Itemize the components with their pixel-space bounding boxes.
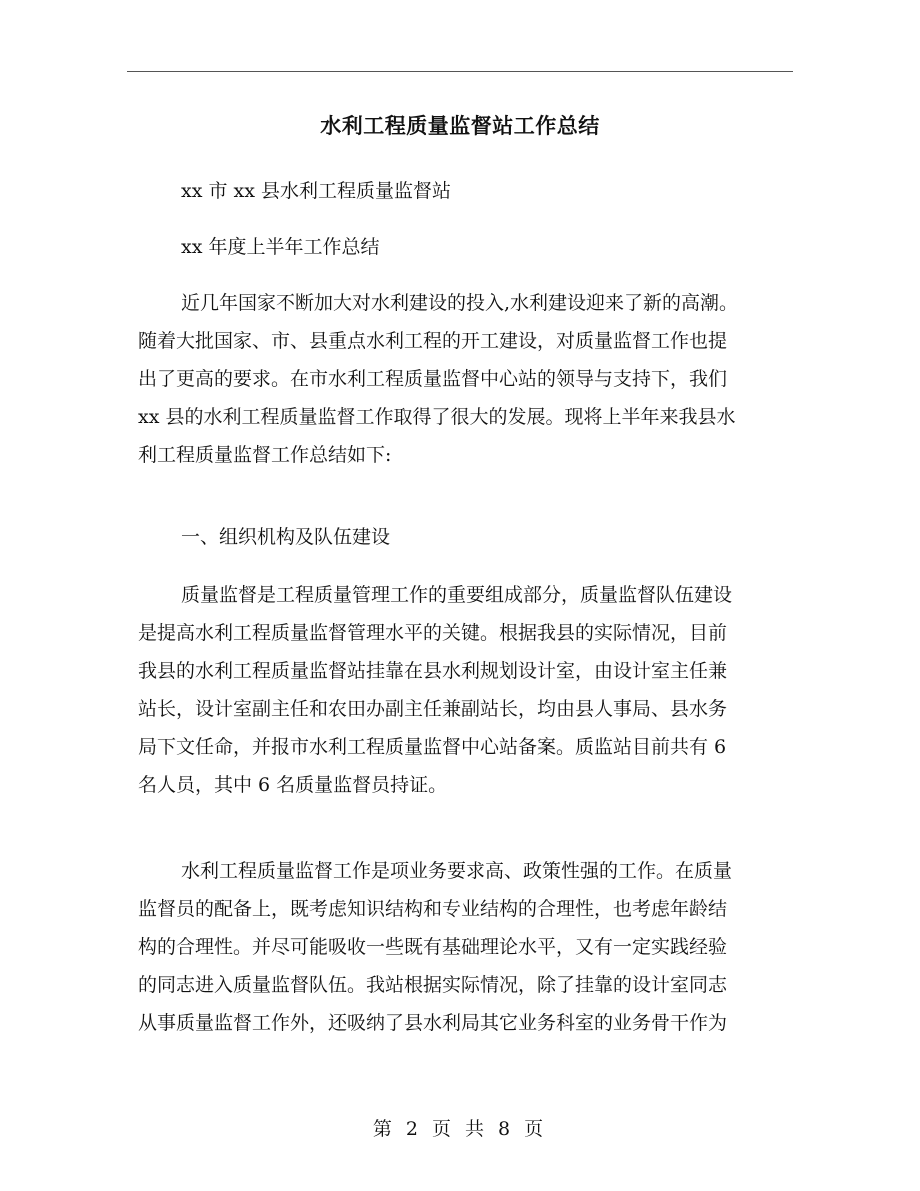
paragraph-line: 名人员，其中 6 名质量监督员持证。 (138, 774, 448, 796)
page-number: 第 2 页 共 8 页 (372, 1118, 548, 1140)
subtitle-text: xx 年度上半年工作总结 (181, 236, 380, 258)
paragraph-line: 的同志进入质量监督队伍。我站根据实际情况，除了挂靠的设计室同志 (138, 974, 728, 996)
paragraph-line: 站长，设计室副主任和农田办副主任兼副站长，均由县人事局、县水务 (138, 698, 728, 720)
paragraph-line: 构的合理性。并尽可能吸收一些既有基础理论水平，又有一定实践经验 (138, 936, 728, 958)
paragraph-line: 水利工程质量监督工作是项业务要求高、政策性强的工作。在质量 (181, 860, 733, 882)
paragraph-line: 从事质量监督工作外，还吸纳了县水利局其它业务科室的业务骨干作为 (138, 1012, 728, 1034)
subtitle-line (138, 228, 794, 266)
org-text: xx 市 xx 县水利工程质量监督站 (181, 180, 451, 202)
paragraph-line: 出了更高的要求。在市水利工程质量监督中心站的领导与支持下，我们 (138, 368, 728, 390)
org-line (138, 172, 794, 210)
paragraph-line: 随着大批国家、市、县重点水利工程的开工建设，对质量监督工作也提 (138, 330, 728, 352)
paragraph-line: 质量监督是工程质量管理工作的重要组成部分，质量监督队伍建设 (181, 584, 733, 606)
paragraph-3 (138, 852, 794, 1042)
paragraph-line: 监督员的配备上，既考虑知识结构和专业结构的合理性，也考虑年龄结 (138, 898, 728, 920)
paragraph-2 (138, 576, 794, 804)
paragraph-line: xx 县的水利工程质量监督工作取得了很大的发展。现将上半年来我县水 (138, 406, 736, 428)
paragraph-line: 近几年国家不断加大对水利建设的投入,水利建设迎来了新的高潮。 (181, 292, 739, 314)
intro-paragraph (138, 284, 794, 474)
section-heading-text: 一、组织机构及队伍建设 (181, 526, 391, 548)
header-rule (127, 71, 793, 72)
section-heading (138, 518, 794, 556)
paragraph-line: 利工程质量监督工作总结如下: (138, 444, 392, 466)
paragraph-line: 局下文任命，并报市水利工程质量监督中心站备案。质监站目前共有 6 (138, 736, 727, 758)
paragraph-line: 我县的水利工程质量监督站挂靠在县水利规划设计室，由设计室主任兼 (138, 660, 728, 682)
document-title: 水利工程质量监督站工作总结 (320, 113, 600, 138)
paragraph-line: 是提高水利工程质量监督管理水平的关键。根据我县的实际情况，目前 (138, 622, 728, 644)
